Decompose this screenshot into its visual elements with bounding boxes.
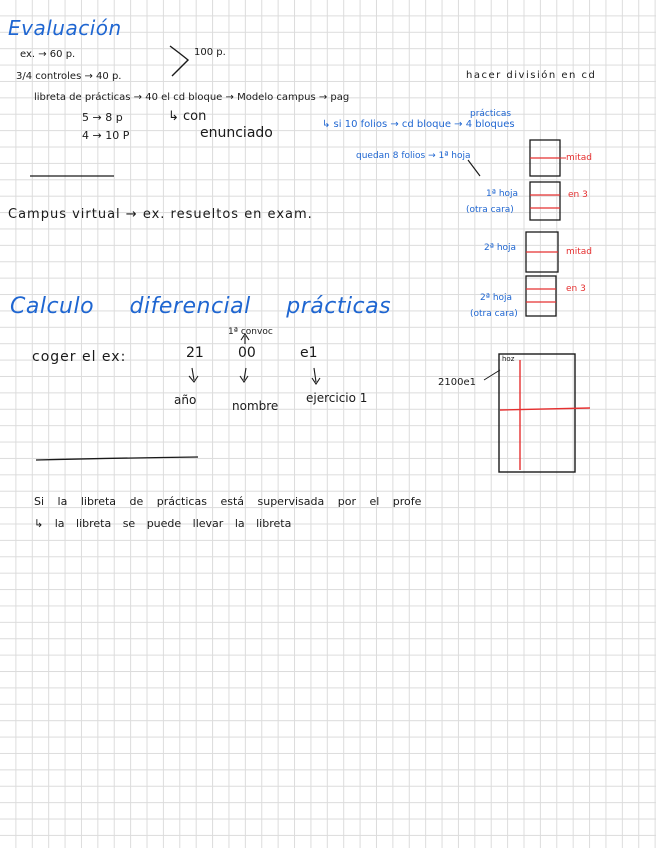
score-four: 4 → 10 P — [82, 129, 130, 142]
booklet-allowed-note: ↳ la libreta se puede llevar la libreta — [34, 517, 292, 530]
statement-label: enunciado — [200, 125, 273, 141]
take-exam-label: coger el ex: — [32, 349, 127, 365]
sheet-box-2 — [530, 182, 560, 220]
name-label: nombre — [232, 399, 279, 413]
sheet-box-3 — [526, 232, 558, 272]
divider-line-2 — [36, 457, 198, 460]
exercise-code: e1 — [300, 345, 318, 361]
file-name-label: 2100e1 — [438, 377, 476, 388]
file-arrow-mark — [484, 370, 500, 380]
call-code: 00 — [238, 345, 256, 361]
arrow-down-year — [189, 368, 198, 382]
brace-mark — [170, 46, 188, 76]
total-points: 100 p. — [194, 47, 226, 58]
half-label-1: mitad — [566, 153, 593, 163]
year-code: 21 — [186, 345, 204, 361]
booklet-points: libreta de prácticas → 40 el cd bloque → Modelo campus → pag — [34, 92, 350, 103]
remaining-folios-note: quedan 8 folios → 1ª hoja — [356, 151, 471, 161]
sheet-box-1 — [530, 140, 560, 176]
sheet-box-4 — [526, 276, 556, 316]
other-side-label-2: (otra cara) — [470, 309, 518, 319]
section-title-calculo: Calculo diferencial prácticas — [10, 294, 392, 319]
with-prefix: ↳ con — [168, 109, 207, 124]
year-label: año — [174, 393, 197, 407]
practicas-small-label: prácticas — [470, 109, 512, 119]
arrow-down-mark — [468, 160, 480, 176]
sheet-2-label: 2ª hoja — [484, 243, 517, 253]
campus-note: Campus virtual → ex. resueltos en exam. — [8, 207, 313, 222]
in-three-label-1: en 3 — [568, 190, 588, 200]
first-call-label: 1ª convoc — [228, 327, 273, 337]
arrow-down-exercise — [312, 368, 320, 384]
score-five: 5 → 8 p — [82, 111, 123, 124]
sketch-horizontal-axis — [500, 408, 590, 410]
supervision-note: Si la libreta de prácticas está supervisada por el profe — [34, 495, 422, 508]
exam-points: ex. → 60 p. — [20, 49, 76, 60]
sheet-2-back-label: 2ª hoja — [480, 293, 513, 303]
in-three-label-2: en 3 — [566, 284, 586, 294]
other-side-label-1: (otra cara) — [466, 205, 514, 215]
page-sketch-box — [499, 354, 575, 472]
folios-note: ↳ si 10 folios → cd bloque → 4 bloques — [322, 119, 515, 130]
division-note: hacer división en cd — [466, 70, 597, 81]
arrow-down-call — [240, 368, 248, 382]
exercise-label: ejercicio 1 — [306, 391, 368, 405]
box-small-label: hoz — [502, 355, 515, 363]
half-label-2: mitad — [566, 247, 593, 257]
sheet-1-back-label: 1ª hoja — [486, 189, 519, 199]
controls-points: 3/4 controles → 40 p. — [16, 71, 122, 82]
section-title-evaluacion: Evaluación — [8, 16, 122, 40]
